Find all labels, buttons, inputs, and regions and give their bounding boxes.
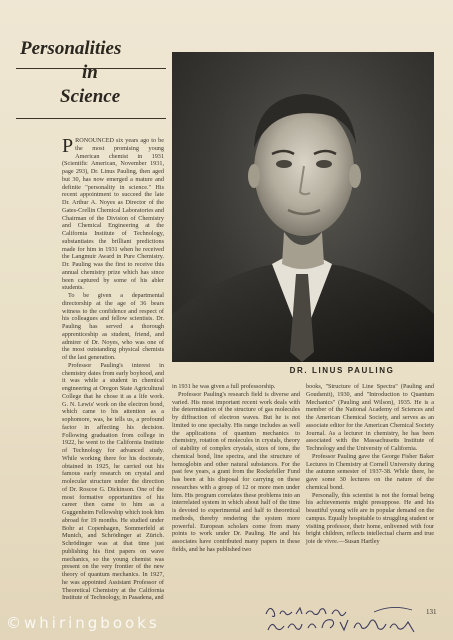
portrait-photo (172, 52, 434, 362)
column2-paragraph-2: Professor Pauling's research field is diverse and varied. His most important recent work deals with the determination of the structure of gas molecules by diffraction of electron waves. But he is not limited to one specialty. His range includes as well the applications of quantum mechanics to chemistry, rotation of molecules in crystals, theory of stability of complex crystals, sizes of ions, the chemical bond, line spectra, and the structure of hemoglobin and other natural substances. For the past few years, a grant from the Rockefeller Fund has been at his disposal for carrying on these researches with a group of 12 or more men under him. His program correlates these problems into an interrelated system in which about half of the time is devoted to experimental and half to theoretical methods, thereby rendering the system more powerful. European scholars come from many points to work under Dr. Pauling. He and his associates have contributed many papers in these fields, and he has published two (172, 390, 300, 553)
watermark-logo: ©whiringbooks (6, 614, 160, 632)
article-column-1 (62, 135, 164, 602)
column3-paragraph-1: books, "Structure of Line Spectra" (Pauling and Goudsmit), 1930, and "Introduction to Quantum Mechanics" (Pauling and Wilson), 1935. He is a member of the National Academy of Sciences and the American Chemical Society, and serves as an associate editor for the American Chemical Society Journal. As a lecturer in chemistry, he has been associated with the Massachusetts Institute of Technology and the University of California. (306, 383, 434, 452)
photo-caption: DR. LINUS PAULING (289, 366, 395, 375)
heading-rule-bottom (16, 118, 166, 119)
heading-line-science: Science (60, 86, 121, 107)
page-number: 131 (426, 608, 437, 616)
heading-line-in: in (82, 62, 98, 83)
article-column-2 (172, 383, 300, 605)
column2-paragraph-1: in 1931 he was given a full professorship. (172, 383, 276, 390)
portrait-illustration (172, 52, 434, 362)
column3-paragraph-3: Personally, this scientist is not the formal being his achievements might presuppose. He and his beautiful young wife are in popular demand on the campus. Equally hospitable to struggling student or visiting professor, their home, enlivened with four bright children, reflects intellectual charm and true joie de vivre.—Susan Hartley (306, 491, 434, 545)
handwritten-signature (262, 602, 422, 636)
column1-paragraph-3: Professor Pauling's interest in chemistry dates from early boyhood, and it was while a student in chemical engineering at Oregon State Agricultural College that he chose it as a life work. G. N. Lewis' work on the electron bond, which came to his attention as a sophomore, was, he tells us, a profound factor in affecting his decision. Following graduation from college in 1922, he went to the California Institute of Technology for advanced study. While working there for his doctorate, obtained in 1925, he carried out his famous early research on crystal and molecular structure under the direction of Dr. Roscoe G. Dickinson. One of the most formative opportunities of his career then came to him as a Guggenheim Fellowship which took him abroad for 19 months. He studied under Bohr at Copenhagen, Sommerfeld at Munich, and Schrödinger at Zürich. Schrödinger was at that time just publishing his first papers on wave mechanics, so the young chemist was present on the very frontier of the new theory of quantum mechanics. In 1927, he was appointed Assistant Professor of Theoretical Chemistry at the California Institute of Technology, in Pasadena, and (62, 361, 164, 602)
drop-cap: P (62, 135, 74, 157)
column1-paragraph-2: To be given a departmental directorship at the age of 36 bears witness to the confidence and respect of his colleagues and fellow scientists. Dr. Pauling has served a thorough apprenticeship as student, friend, and admirer of Dr. Noyes, who was one of the most outstanding physical chemists of the last generation. (62, 292, 164, 361)
article-column-3 (306, 383, 434, 605)
column1-paragraph-1: RONOUNCED six years ago to be the most promising young American chemist in 1931 (Scientific American, November 1931, page 293), Dr. Linus Pauling, then aged but 30, has now emerged a mature and definite "personality in science." His recent appointment to succeed the late Dr. Arthur A. Noyes as Director of the Gates-Crellin Chemical Laboratories and Chairman of the Division of Chemistry and Chemical Engineering at the California Institute of Technology, substantiates the brilliant predictions made for him in 1931 when he received the Langmuir Award in Pure Chemistry. Dr. Pauling was the first to receive this annual chemistry prize which has since been captured by some of his abler students. (62, 137, 164, 292)
heading-line-personalities: Personalities (20, 38, 122, 59)
column3-paragraph-2: Professor Pauling gave the George Fisher Baker Lectures in Chemistry at Cornell University during the autumn semester of 1937-38. While there, he gave some 30 lectures on the nature of the chemical bond. (306, 452, 434, 491)
